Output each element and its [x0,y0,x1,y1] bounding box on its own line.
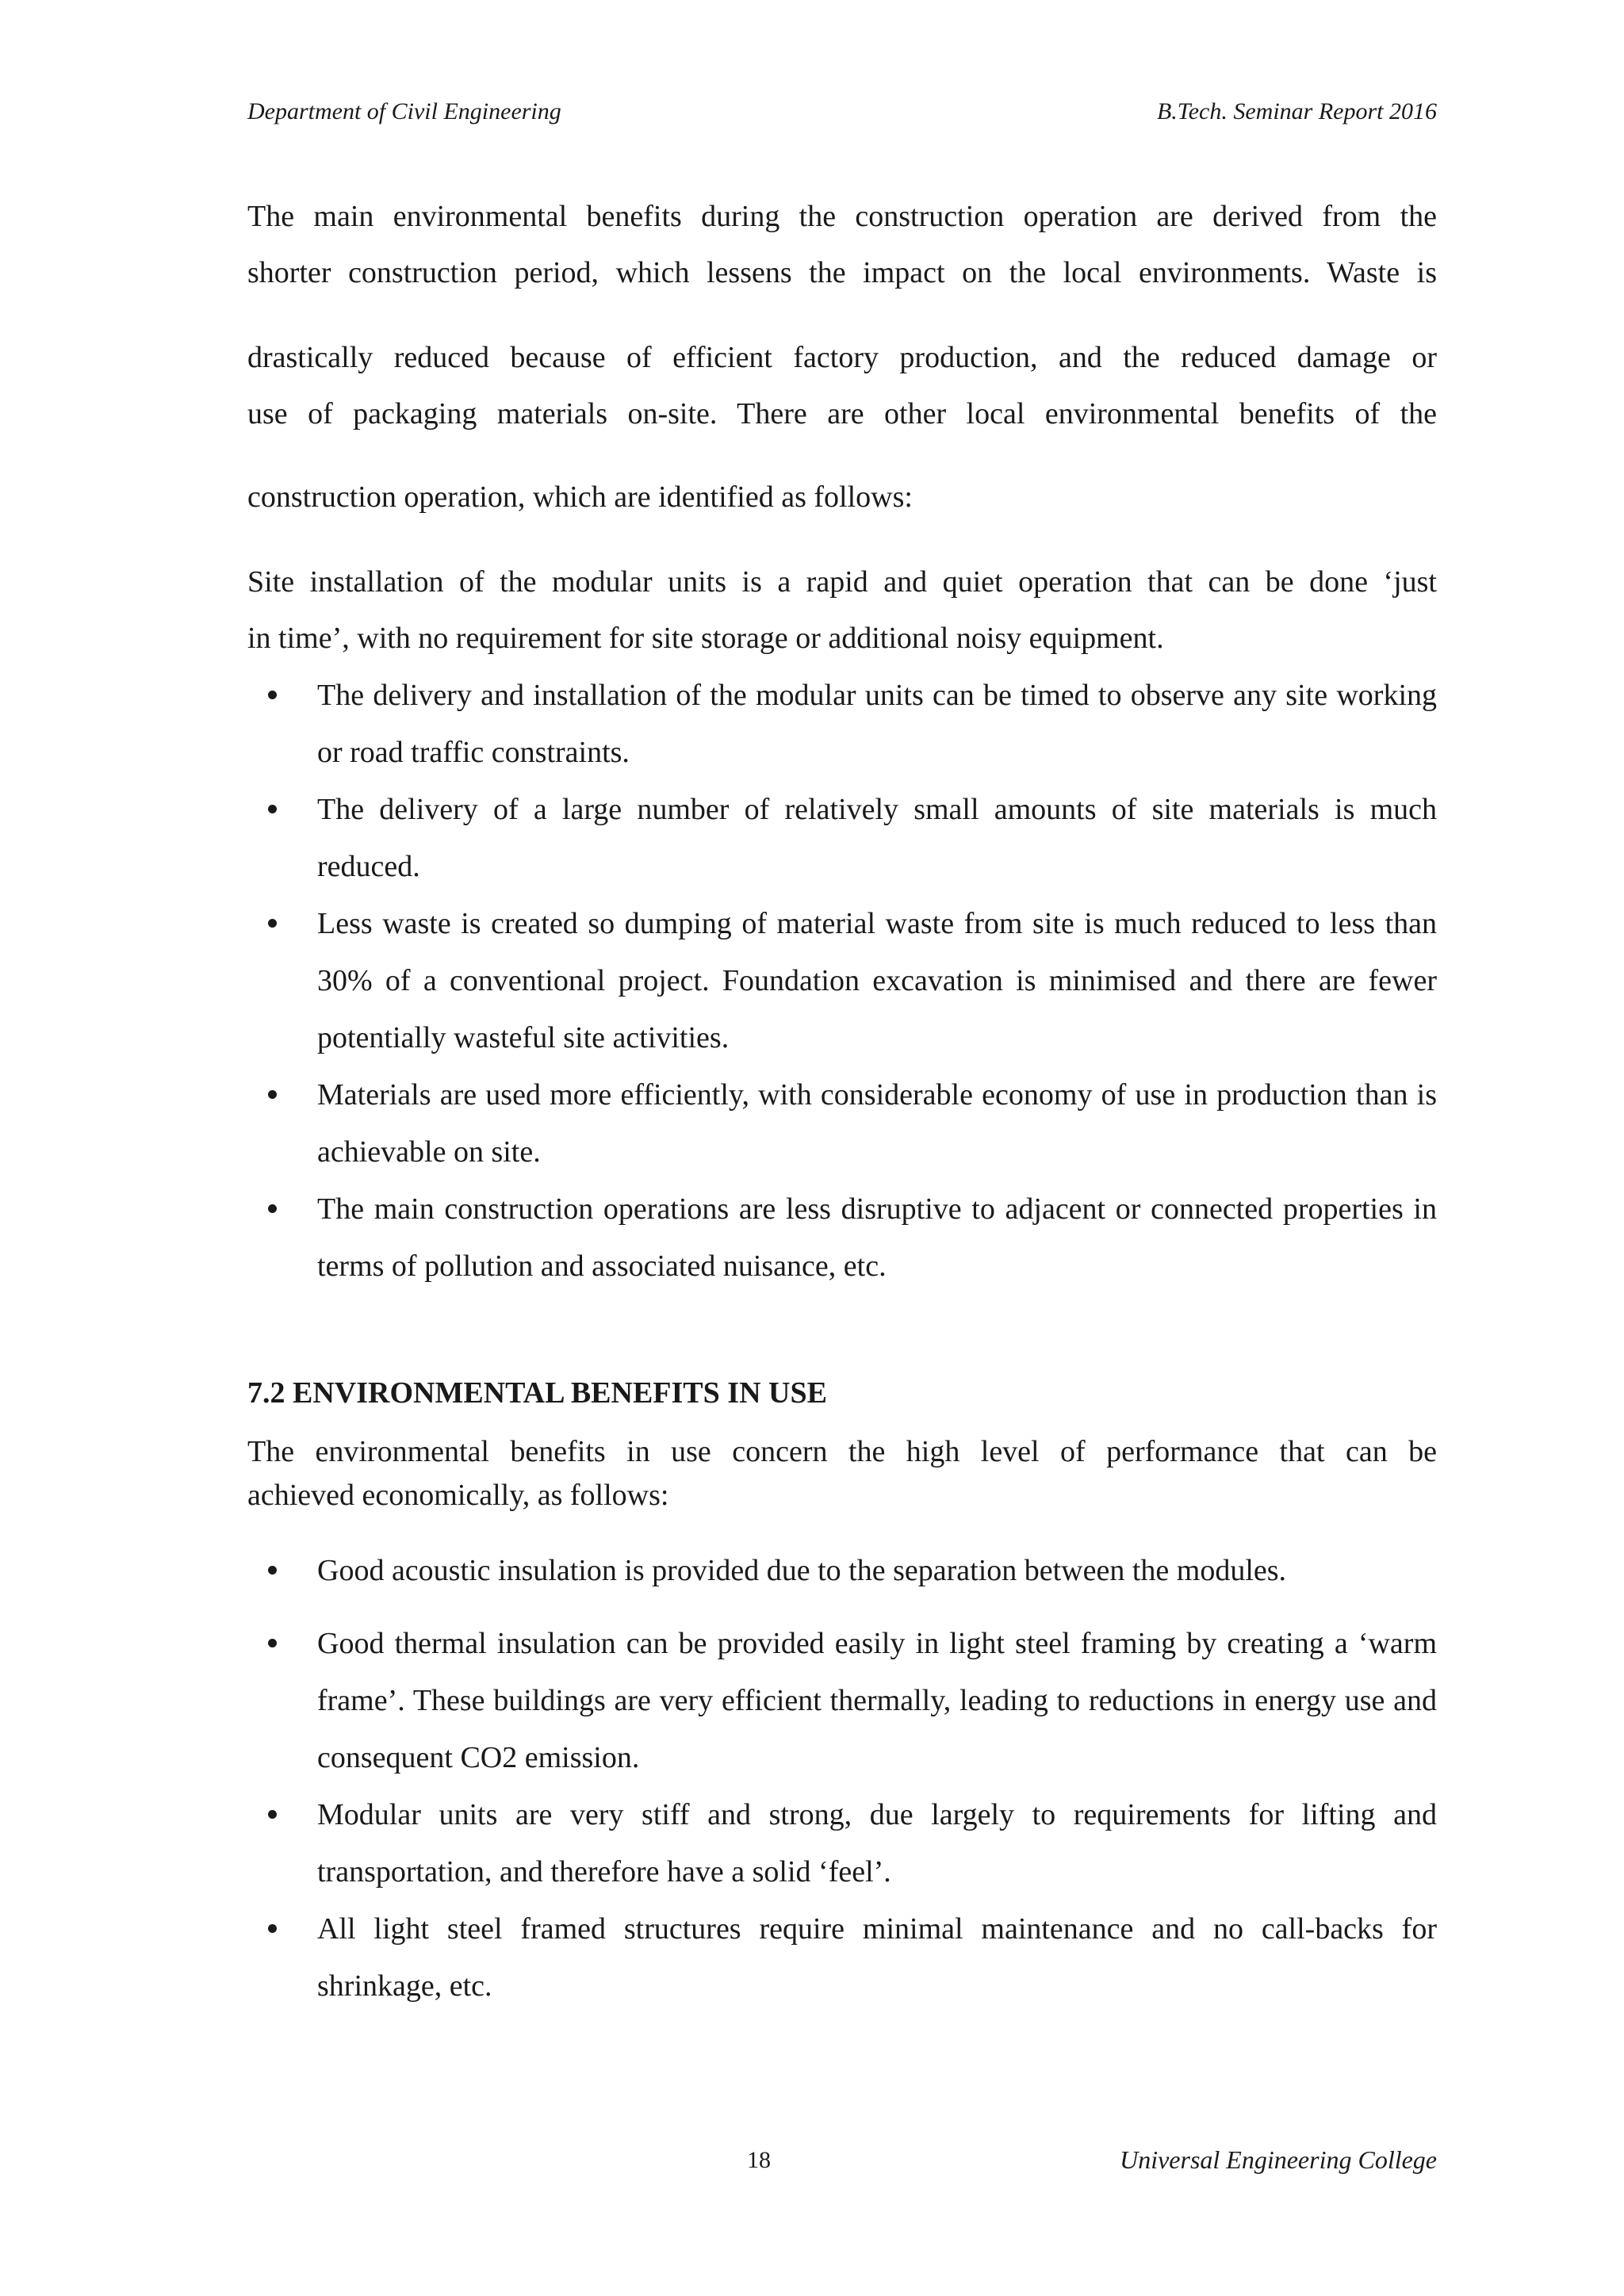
paragraph-line: construction operation, which are identified as follows: [247,480,913,514]
list-item: All light steel framed structures require minimal maintenance and no call-backs for shrinkage, etc. [247,1900,1437,2015]
list-item: Less waste is created so dumping of material waste from site is much reduced to less than 30% of a conventional project. Foundation excavation is minimised and there are fewer potentially wasteful site activities. [247,895,1437,1066]
page-number: 18 [747,2147,771,2173]
paragraph-line: shorter construction period, which lessens the impact on the local environments. Waste is [247,256,1437,289]
list-item: The delivery and installation of the modular units can be timed to observe any site working or road traffic constraints. [247,667,1437,781]
list-item: Good thermal insulation can be provided easily in light steel framing by creating a ‘warm frame’. These buildings are very efficient thermally, leading to reductions in energy use and consequent CO2 emission. [247,1615,1437,1786]
construction-benefits-list [247,667,1437,1295]
paragraph-line: use of packaging materials on-site. There are other local environmental benefits of the [247,397,1437,430]
paragraph-line: The environmental benefits in use concern the high level of performance that can be [247,1435,1437,1468]
bullet-icon [268,919,277,928]
list-item: The delivery of a large number of relatively small amounts of site materials is much reduced. [247,781,1437,895]
section-heading: 7.2 ENVIRONMENTAL BENEFITS IN USE [247,1376,827,1410]
list-item: Modular units are very stiff and strong, due largely to requirements for lifting and transportation, and therefore have a solid ‘feel’. [247,1786,1437,1900]
bullet-icon [268,1204,277,1213]
list-item: Materials are used more efficiently, with considerable economy of use in production than is achievable on site. [247,1066,1437,1181]
bullet-icon [268,691,277,699]
running-header [247,98,1437,125]
bullet-icon [268,1810,277,1819]
bullet-icon [268,1566,277,1575]
paragraph-line: Site installation of the modular units is a rapid and quiet operation that can be done ‘just [247,565,1437,599]
header-report-title: B.Tech. Seminar Report 2016 [1156,98,1437,124]
paragraph-line: The main environmental benefits during the construction operation are derived from the [247,200,1437,233]
header-department: Department of Civil Engineering [247,98,561,124]
bullet-icon [268,805,277,813]
bullet-icon [268,1090,277,1099]
paragraph-line: drastically reduced because of efficient factory production, and the reduced damage or [247,341,1437,374]
bullet-icon [268,1639,277,1647]
paragraph-line: in time’, with no requirement for site storage or additional noisy equipment. [247,622,1164,655]
footer-college: Universal Engineering College [1120,2145,1437,2174]
use-benefits-list [247,1542,1437,2015]
list-item: Good acoustic insulation is provided due to the separation between the modules. [247,1542,1437,1599]
document-page [247,0,1437,2296]
bullet-icon [268,1924,277,1933]
paragraph-line: achieved economically, as follows: [247,1479,669,1512]
list-item: The main construction operations are less disruptive to adjacent or connected properties in terms of pollution and associated nuisance, etc. [247,1181,1437,1295]
